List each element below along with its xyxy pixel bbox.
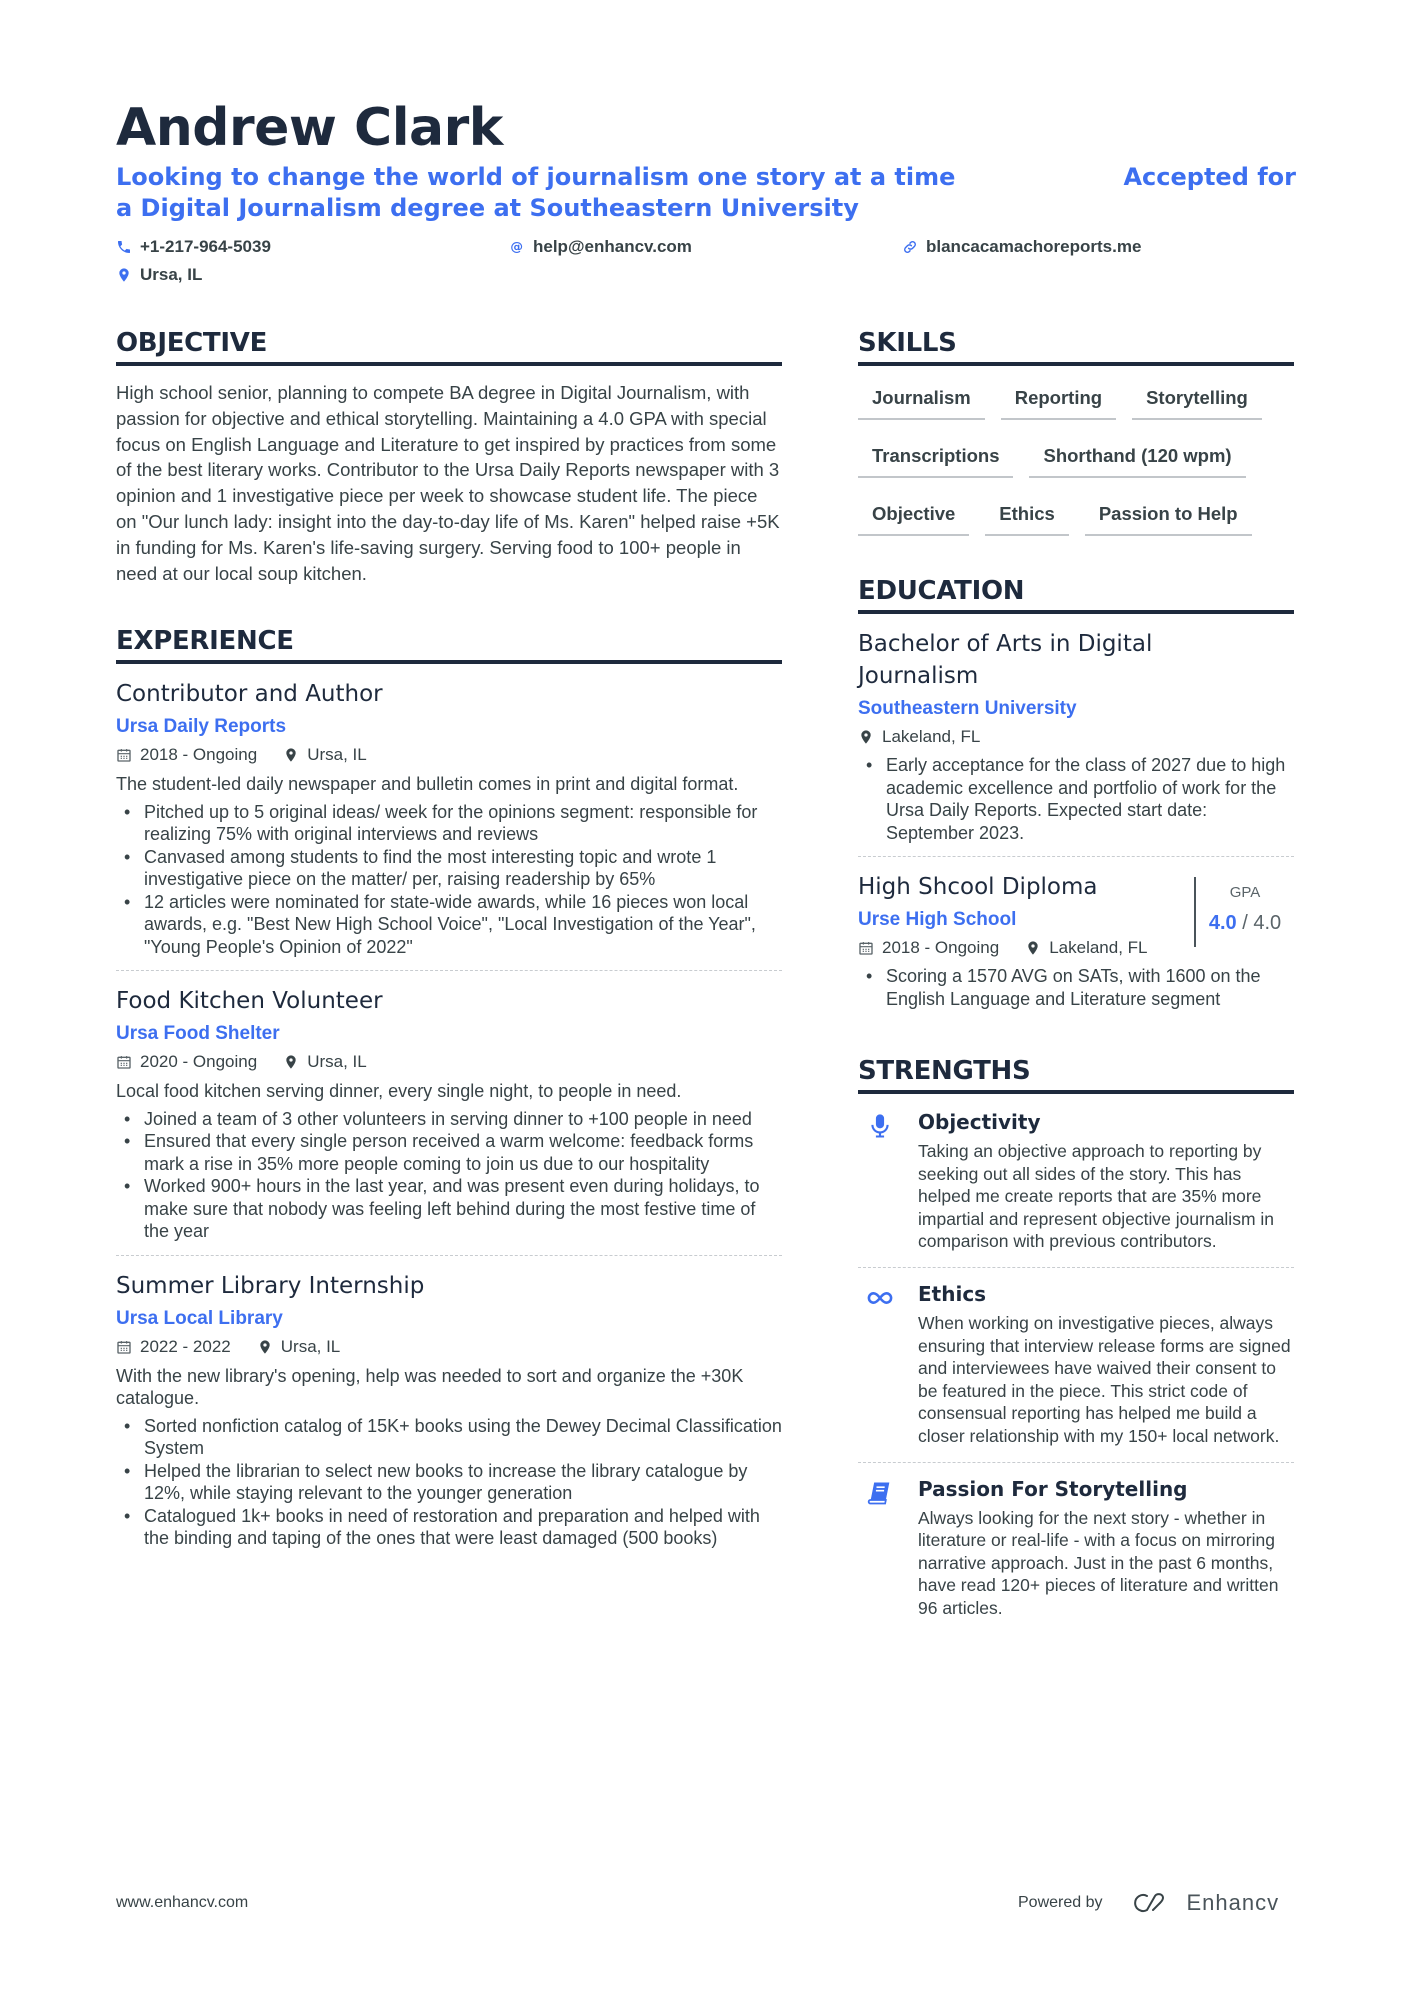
- contact-location: [116, 264, 509, 286]
- infinity-icon: [866, 1284, 894, 1312]
- job-location: Ursa, IL: [280, 1336, 341, 1356]
- job-bullets: [116, 1415, 782, 1550]
- contact-email[interactable]: [509, 236, 902, 258]
- section-title-skills: SKILLS: [858, 326, 1294, 366]
- education-details: [858, 871, 1174, 960]
- location-pin-icon: [116, 267, 132, 283]
- school-location: Lakeland, FL: [882, 727, 981, 746]
- bullet: • Joined a team of 3 other volunteers in serving dinner to +100 people in need: [116, 1108, 782, 1131]
- degree-title: High Shcool Diploma: [858, 874, 1098, 900]
- bullet: • Canvased among students to find the most interesting topic and wrote 1 investigative piece on the matter/ per, raising readership by 65%: [116, 846, 782, 891]
- footer-website[interactable]: www.enhancv.com: [116, 1894, 249, 1911]
- strength-title: Objectivity: [918, 1110, 1041, 1134]
- education-bullets: [858, 965, 1294, 1010]
- skills-list: [858, 380, 1294, 536]
- education-item: [858, 871, 1294, 1022]
- skill-tag: Passion to Help: [1085, 498, 1252, 536]
- skill-tag: Transcriptions: [858, 440, 1013, 478]
- experience-section: [116, 624, 782, 1562]
- job-bullets: [116, 801, 782, 959]
- job-meta: [116, 1050, 782, 1074]
- education-row: [858, 871, 1294, 960]
- section-title-education: EDUCATION: [858, 574, 1294, 614]
- skills-section: [858, 326, 1294, 536]
- job-dates: 2020 - Ongoing: [140, 1052, 258, 1072]
- bullet: • Sorted nonfiction catalog of 15K+ books using the Dewey Decimal Classification System: [116, 1415, 782, 1460]
- website-url: blancacamachoreports.me: [926, 237, 1142, 256]
- job-description: With the new library's opening, help was needed to sort and organize the +30K catalogue.: [116, 1365, 744, 1409]
- bullet: • 12 articles were nominated for state-wide awards, while 16 pieces won local awards, e.g. "Best New High School Voice", "Local Investigation of the Year", "Young People's Opinion of 2022": [116, 891, 782, 959]
- contact-website[interactable]: [902, 236, 1296, 258]
- job-dates: 2022 - 2022: [140, 1336, 231, 1356]
- experience-item: [116, 1270, 782, 1562]
- strength-item: [858, 1475, 1294, 1634]
- bullet: • Catalogued 1k+ books in need of restoration and preparation and helped with the binding and taping of the ones that were least damaged (500 books): [116, 1505, 782, 1550]
- strength-description: Taking an objective approach to reporting by seeking out all sides of the story. This has helped me create reports that are 35% more impartial and represent objective journalism in comparison with previous contributors.: [918, 1141, 1275, 1252]
- school-name[interactable]: Urse High School: [858, 909, 1017, 930]
- powered-by-label: Powered by: [1018, 1894, 1103, 1911]
- skill-tag: Storytelling: [1132, 382, 1262, 420]
- footer-branding: [1018, 1890, 1279, 1916]
- at-icon: [509, 239, 525, 255]
- objective-section: [116, 326, 782, 586]
- job-description: Local food kitchen serving dinner, every single night, to people in need.: [116, 1081, 682, 1102]
- strength-description: Always looking for the next story - whether in literature or real-life - with a focus on mirroring narrative approach. Just in the past 6 months, have read 120+ pieces of literature and written 96 articles.: [918, 1507, 1279, 1618]
- svg-text:@: @: [510, 239, 523, 254]
- objective-text: High school senior, planning to compete BA degree in Digital Journalism, with passion for objective and ethical storytelling. Maintaining a 4.0 GPA with special focus on English Language and Literature to get inspired by practices from some of the best literary works. Contributor to the Ursa Daily Reports newspaper with 3 opinion and 1 investigative piece per week to showcase student life. The piece on "Our lunch lady: insight into the day-to-day life of Ms. Karen" helped raise +5K in funding for Ms. Karen's life-saving surgery. Serving food to 100+ people in need at our local soup kitchen.: [116, 382, 780, 584]
- school-name[interactable]: Southeastern University: [858, 698, 1077, 719]
- phone-icon: [116, 239, 132, 255]
- company-name[interactable]: Ursa Daily Reports: [116, 716, 287, 738]
- job-title: Summer Library Internship: [116, 1272, 425, 1299]
- bullet: • Early acceptance for the class of 2027 due to high academic excellence and portfolio of work for the Ursa Daily Reports. Expected start date: September 2023.: [858, 754, 1294, 844]
- location-pin-icon: [257, 1339, 273, 1355]
- left-column: [116, 326, 782, 1588]
- enhancv-logo-icon: [1131, 1891, 1177, 1915]
- link-icon: [902, 239, 918, 255]
- email-address: help@enhancv.com: [533, 237, 692, 256]
- resume-header: [116, 96, 1296, 286]
- skill-tag: Reporting: [1001, 382, 1116, 420]
- bullet: • Ensured that every single person received a warm welcome: feedback forms mark a rise in 35% more people coming to join us due to our hospitality: [116, 1130, 782, 1175]
- education-meta: [858, 936, 1174, 960]
- company-name[interactable]: Ursa Local Library: [116, 1307, 283, 1329]
- job-dates: 2018 - Ongoing: [140, 745, 258, 765]
- bullet: • Pitched up to 5 original ideas/ week for the opinions segment: responsible for realizing 75% with original interviews and reviews: [116, 801, 782, 846]
- gpa-box: [1194, 877, 1294, 947]
- strengths-section: [858, 1054, 1294, 1634]
- job-bullets: [116, 1108, 782, 1243]
- education-meta: [858, 725, 1294, 749]
- skill-tag: Objective: [858, 498, 969, 536]
- education-section: [858, 574, 1294, 1022]
- candidate-name: Andrew Clark: [116, 98, 503, 158]
- strength-description: When working on investigative pieces, always ensuring that interview release forms are signed and interviewees have waived their consent to be featured in the piece. This strict code of consensual reporting has helped me build a closer relationship with my 150+ local network.: [918, 1312, 1291, 1446]
- job-description: The student-led daily newspaper and bulletin comes in print and digital format.: [116, 774, 739, 795]
- brand-name: Enhancv: [1186, 1890, 1280, 1915]
- phone-number: +1-217-964-5039: [140, 237, 271, 256]
- bullet: • Helped the librarian to select new books to increase the library catalogue by 12%, while staying relevant to the younger generation: [116, 1460, 782, 1505]
- strength-title: Passion For Storytelling: [918, 1476, 1188, 1501]
- school-location: Lakeland, FL: [1049, 938, 1148, 957]
- gpa-max: 4.0: [1253, 912, 1282, 934]
- bullet: • Scoring a 1570 AVG on SATs, with 1600 on the English Language and Literature segment: [858, 965, 1294, 1010]
- job-location: Ursa, IL: [307, 745, 367, 765]
- contact-phone[interactable]: [116, 236, 509, 258]
- education-item: [858, 628, 1294, 857]
- strength-title: Ethics: [918, 1281, 987, 1306]
- education-dates: 2018 - Ongoing: [882, 938, 1000, 957]
- job-meta: [116, 1335, 782, 1359]
- company-name[interactable]: Ursa Food Shelter: [116, 1023, 280, 1045]
- book-icon: [866, 1479, 894, 1507]
- education-bullets: [858, 754, 1294, 844]
- section-title-objective: OBJECTIVE: [116, 326, 782, 366]
- calendar-icon: [116, 1054, 132, 1070]
- section-title-experience: EXPERIENCE: [116, 624, 782, 664]
- job-title: Food Kitchen Volunteer: [116, 988, 383, 1015]
- location-pin-icon: [283, 747, 299, 763]
- strength-item: [858, 1108, 1294, 1268]
- job-meta: [116, 743, 782, 767]
- skill-tag: Shorthand (120 wpm): [1029, 440, 1245, 478]
- location-pin-icon: [283, 1054, 299, 1070]
- right-column: [858, 326, 1294, 1660]
- location-pin-icon: [1025, 940, 1041, 956]
- gpa-score: 4.0: [1208, 912, 1237, 934]
- section-title-strengths: STRENGTHS: [858, 1054, 1294, 1094]
- skill-tag: Journalism: [858, 382, 985, 420]
- degree-title: Bachelor of Arts in Digital Journalism: [858, 631, 1153, 689]
- headline: Looking to change the world of journalism one story at a time a Digital Journalism degree at Southeastern University: [116, 163, 956, 222]
- calendar-icon: [116, 747, 132, 763]
- experience-item: [116, 985, 782, 1256]
- bullet: • Worked 900+ hours in the last year, and was present even during holidays, to make sure that nobody was feeling left behind during the most festive time of the year: [116, 1175, 782, 1243]
- headline-row: [116, 162, 1296, 224]
- microphone-icon: [866, 1112, 894, 1140]
- job-location: Ursa, IL: [307, 1052, 367, 1072]
- calendar-icon: [858, 940, 874, 956]
- calendar-icon: [116, 1339, 132, 1355]
- location-text: Ursa, IL: [140, 265, 203, 284]
- gpa-value: 4.0 / 4.0: [1208, 912, 1282, 934]
- location-pin-icon: [858, 729, 874, 745]
- skill-tag: Ethics: [985, 498, 1069, 536]
- contact-info: [116, 236, 1296, 286]
- accepted-label: Accepted for: [1123, 163, 1296, 191]
- job-title: Contributor and Author: [116, 681, 383, 708]
- strength-item: [858, 1280, 1294, 1463]
- gpa-label: GPA: [1229, 884, 1261, 901]
- experience-item: [116, 678, 782, 971]
